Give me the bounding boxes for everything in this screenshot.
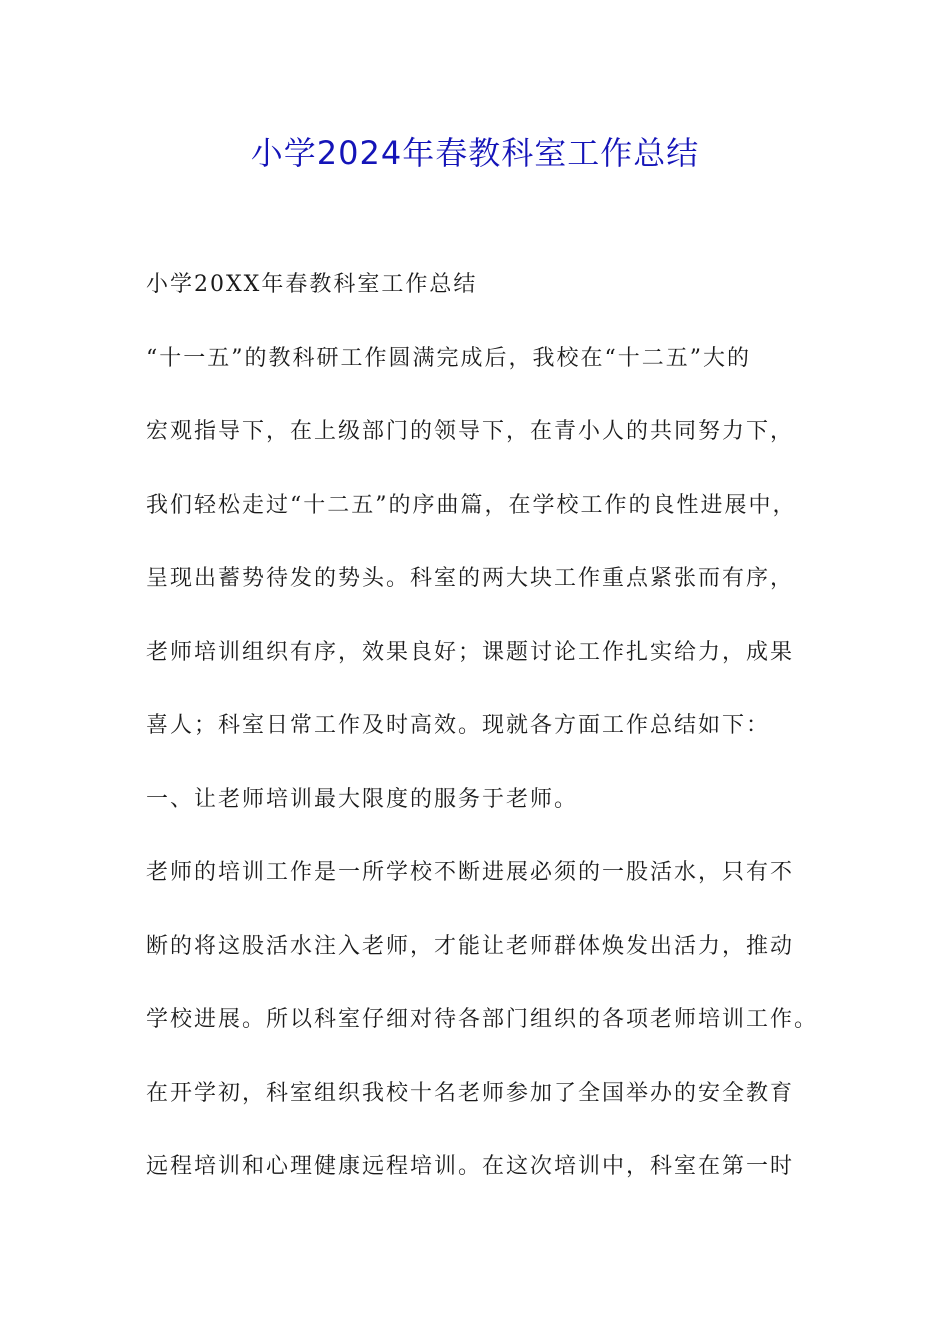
document-title: 小学2024年春教科室工作总结 bbox=[250, 134, 700, 172]
body-line: 我们轻松走过“十二五”的序曲篇，在学校工作的良性进展中， bbox=[146, 492, 797, 518]
body-line: 学校进展。所以科室仔细对待各部门组织的各项老师培训工作。 bbox=[146, 1007, 819, 1032]
body-line-subtitle: 小学20XX年春教科室工作总结 bbox=[146, 272, 478, 297]
body-line: 在开学初，科室组织我校十名老师参加了全国举办的安全教育 bbox=[146, 1080, 795, 1106]
section-heading: 一、让老师培训最大限度的服务于老师。 bbox=[146, 786, 579, 812]
body-line: 喜人；科室日常工作及时高效。现就各方面工作总结如下： bbox=[146, 713, 771, 738]
body-line: 老师培训组织有序，效果良好；课题讨论工作扎实给力，成果 bbox=[146, 639, 795, 665]
body-line: 断的将这股活水注入老师，才能让老师群体焕发出活力，推动 bbox=[146, 933, 795, 959]
body-line: 呈现出蓄势待发的势头。科室的两大块工作重点紧张而有序， bbox=[146, 566, 795, 591]
body-line: 宏观指导下，在上级部门的领导下，在青小人的共同努力下， bbox=[146, 419, 795, 444]
body-line: “十一五”的教科研工作圆满完成后，我校在“十二五”大的 bbox=[146, 345, 751, 371]
body-line: 老师的培训工作是一所学校不断进展必须的一股活水，只有不 bbox=[146, 860, 795, 885]
body-line: 远程培训和心理健康远程培训。在这次培训中，科室在第一时 bbox=[146, 1154, 795, 1179]
document-body bbox=[146, 265, 826, 1221]
